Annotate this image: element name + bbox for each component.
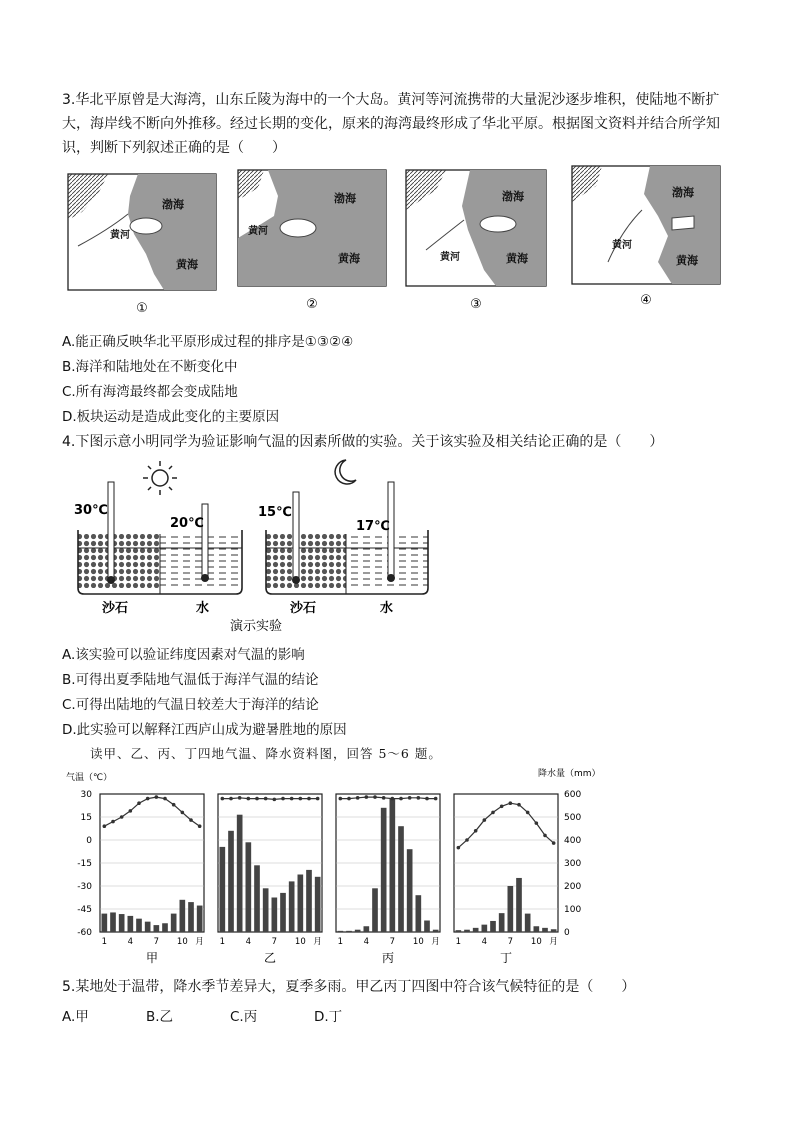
precip-bar [516, 878, 522, 932]
temp-point [247, 797, 251, 801]
map-3-bohai: 渤海 [502, 190, 524, 203]
experiment-caption: 演示实验 [230, 619, 283, 634]
month-tick: 7 [271, 937, 278, 947]
precip-bar [416, 895, 422, 932]
precip-tick: 200 [564, 882, 582, 892]
month-tick: 7 [153, 937, 160, 947]
q4-option-d[interactable]: D.此实验可以解释江西庐山成为避暑胜地的原因 [62, 722, 347, 738]
temp-point [221, 797, 225, 801]
precip-bar [220, 847, 226, 932]
q5-choice-c[interactable]: C.丙 [230, 1009, 258, 1025]
temp-point [373, 795, 377, 799]
precip-bar [254, 865, 260, 932]
month-tick: 10 [530, 937, 542, 947]
precip-bar [246, 842, 252, 932]
precip-tick: 600 [564, 790, 582, 800]
temp-point [417, 796, 421, 800]
temp-point [399, 797, 403, 801]
precip-bar [315, 877, 321, 932]
precip-bar [162, 923, 168, 932]
precip-bar [490, 921, 496, 932]
map-1-label: ① [136, 301, 148, 316]
temp-point [347, 797, 351, 801]
map-4-label: ④ [640, 293, 652, 308]
temp-point [189, 818, 193, 822]
month-tick: 7 [389, 937, 396, 947]
q4-option-b[interactable]: B.可得出夏季陆地气温低于海洋气温的结论 [62, 672, 319, 688]
month-tick: 4 [245, 937, 252, 947]
map-2-bohai: 渤海 [334, 192, 356, 205]
temp-axis-title: 气温（℃） [66, 773, 113, 783]
temp-point [535, 821, 539, 825]
temp-point [273, 798, 277, 802]
map-1 [68, 174, 216, 290]
precip-bar [398, 826, 404, 932]
temp-tick: 0 [86, 836, 92, 846]
precip-bar [456, 930, 462, 932]
precip-bar [128, 916, 134, 932]
precip-bar [464, 930, 470, 932]
map-1-huanghai: 黄海 [176, 258, 198, 271]
temp-point [491, 811, 495, 815]
map-3-huanghe: 黄河 [440, 252, 460, 263]
precip-bar [338, 931, 344, 932]
precip-bar [508, 886, 514, 932]
precip-bar [390, 799, 396, 932]
temp-point [172, 803, 176, 807]
night-water-temp: 17℃ [356, 519, 390, 534]
precip-tick: 100 [564, 905, 582, 915]
temp-point [281, 797, 285, 801]
precip-bar [289, 881, 295, 932]
temperature-experiment-diagram [62, 456, 482, 636]
precip-bar [424, 921, 430, 933]
day-sand-temp: 30℃ [74, 503, 108, 518]
month-tick: 10 [412, 937, 424, 947]
map-4-huanghe: 黄河 [612, 240, 632, 251]
temp-point [517, 803, 521, 807]
map-3-huanghai: 黄海 [506, 252, 528, 265]
climate-intro: 读甲、乙、丙、丁四地气温、降水资料图，回答 5～6 题。 [90, 746, 442, 761]
precip-bar [237, 815, 243, 932]
precip-bar [298, 875, 304, 933]
q3-option-d[interactable]: D.板块运动是造成此变化的主要原因 [62, 409, 280, 425]
temp-tick: -15 [77, 859, 92, 869]
temp-tick: 15 [80, 813, 92, 823]
temp-point [526, 811, 530, 815]
precip-bar [197, 906, 203, 932]
precip-bar [551, 929, 557, 932]
panel-name: 甲 [145, 951, 159, 965]
moon-icon [335, 460, 356, 484]
temp-point [181, 811, 185, 815]
q5-choice-a[interactable]: A.甲 [62, 1009, 89, 1025]
night-sand-label: 沙石 [290, 601, 317, 616]
temp-point [483, 818, 487, 822]
precip-bar [433, 930, 439, 932]
temp-point [543, 834, 547, 838]
precip-bar [407, 849, 413, 932]
precip-bar [372, 888, 378, 932]
temp-point [198, 824, 202, 828]
precip-bar [346, 931, 352, 932]
temp-point [500, 804, 504, 808]
panel-name: 丙 [381, 951, 395, 965]
month-tick: 1 [455, 937, 462, 947]
map-4-huanghai: 黄海 [676, 254, 698, 267]
north-china-plain-maps [68, 166, 728, 314]
temp-point [552, 841, 556, 845]
temp-point [146, 797, 150, 801]
temp-tick: 30 [80, 790, 92, 800]
temp-point [356, 796, 360, 800]
month-tick: 1 [219, 937, 226, 947]
q4-option-a[interactable]: A.该实验可以验证纬度因素对气温的影响 [62, 647, 305, 663]
temp-point [290, 797, 294, 801]
temp-point [339, 797, 343, 801]
day-water-temp: 20℃ [170, 516, 204, 531]
sun-icon [143, 461, 177, 495]
month-tick: 10 [294, 937, 306, 947]
climate-charts [62, 766, 601, 968]
temp-point [299, 797, 303, 801]
temp-point [408, 796, 412, 800]
month-tick: 1 [337, 937, 344, 947]
temp-point [465, 838, 469, 842]
temp-point [111, 820, 115, 824]
map-3 [406, 170, 546, 286]
temp-point [474, 829, 478, 833]
panel-name: 乙 [263, 951, 277, 965]
precip-bar [306, 870, 312, 932]
precip-bar [145, 922, 151, 932]
temp-point [391, 797, 395, 801]
temp-point [255, 797, 259, 801]
precip-bar [534, 926, 540, 932]
temp-point [425, 797, 429, 801]
temp-tick: -30 [77, 882, 92, 892]
precip-tick: 500 [564, 813, 582, 823]
map-3-label: ③ [470, 297, 482, 312]
month-tick: 7 [507, 937, 514, 947]
temp-point [155, 795, 159, 799]
temp-point [457, 846, 461, 850]
map-2-label: ② [306, 297, 318, 312]
temp-point [434, 797, 438, 801]
month-unit: 月 [195, 937, 204, 947]
month-tick: 4 [127, 937, 134, 947]
panel-name: 丁 [499, 951, 513, 965]
precip-bar [272, 898, 278, 933]
precip-bar [171, 914, 177, 932]
question-4-stem: 4.下图示意小明同学为验证影响气温的因素所做的实验。关于该实验及相关结论正确的是（ ） [62, 434, 664, 450]
precip-bar [102, 914, 108, 932]
night-container [266, 482, 428, 594]
q3-option-c[interactable]: C.所有海湾最终都会变成陆地 [62, 384, 238, 400]
map-2-huanghai: 黄海 [338, 252, 360, 265]
night-sand-temp: 15℃ [258, 505, 292, 520]
precip-bar [228, 831, 234, 932]
precip-bar [355, 930, 361, 932]
precip-bar [188, 902, 194, 932]
month-tick: 4 [363, 937, 370, 947]
precip-axis-title: 降水量（mm） [538, 769, 601, 779]
precip-bar [482, 925, 488, 932]
day-container [78, 482, 242, 594]
precip-bar [136, 919, 142, 932]
precip-bar [280, 893, 286, 932]
q3-option-a[interactable]: A.能正确反映华北平原形成过程的排序是①③②④ [62, 334, 354, 350]
precip-bar [110, 912, 116, 932]
precip-tick: 300 [564, 859, 582, 869]
month-unit: 月 [431, 937, 440, 947]
map-4-bohai: 渤海 [672, 186, 694, 199]
month-tick: 1 [101, 937, 108, 947]
day-water-label: 水 [196, 601, 210, 616]
temp-point [509, 801, 513, 805]
precip-bar [499, 913, 505, 932]
day-sand-label: 沙石 [102, 601, 129, 616]
temp-point [316, 797, 320, 801]
q3-option-b[interactable]: B.海洋和陆地处在不断变化中 [62, 359, 238, 375]
q5-choice-d[interactable]: D.丁 [314, 1009, 343, 1025]
temp-point [229, 797, 233, 801]
q4-option-c[interactable]: C.可得出陆地的气温日较差大于海洋的结论 [62, 697, 319, 713]
temp-point [264, 797, 268, 801]
precip-bar [119, 914, 125, 932]
temp-point [129, 809, 133, 813]
precip-tick: 0 [564, 928, 570, 938]
temp-point [307, 797, 311, 801]
map-2-huanghe: 黄河 [248, 226, 268, 237]
precip-bar [473, 928, 479, 932]
temp-point [382, 796, 386, 800]
precip-tick: 400 [564, 836, 582, 846]
temp-tick: -45 [77, 905, 92, 915]
temp-point [120, 815, 124, 819]
temp-tick: -60 [77, 928, 92, 938]
temp-point [365, 795, 369, 799]
precip-bar [525, 914, 531, 932]
night-water-label: 水 [380, 601, 394, 616]
precip-bar [381, 808, 387, 932]
temp-point [238, 796, 242, 800]
month-unit: 月 [313, 937, 322, 947]
temp-point [137, 801, 141, 805]
month-tick: 4 [481, 937, 488, 947]
map-1-bohai: 渤海 [162, 198, 184, 211]
month-tick: 10 [176, 937, 188, 947]
map-2 [238, 170, 386, 286]
map-4 [572, 166, 720, 284]
temp-point [163, 797, 167, 801]
month-unit: 月 [549, 937, 558, 947]
precip-bar [364, 926, 370, 932]
question-5-stem: 5.某地处于温带，降水季节差异大，夏季多雨。甲乙丙丁四图中符合该气候特征的是（ ） [62, 979, 636, 995]
precip-bar [542, 928, 548, 932]
question-3-stem: 3.华北平原曾是大海湾，山东丘陵为海中的一个大岛。黄河等河流携带的大量泥沙逐步堆积，使陆地不断扩大，海岸线不断向外推移。经过长期的变化，原来的海湾最终形成了华北平原。根据图文资料并结合所学知识，判断下列叙述正确的是（ ） [62, 92, 720, 156]
precip-bar [180, 900, 186, 932]
map-1-huanghe: 黄河 [110, 230, 130, 241]
q5-choice-b[interactable]: B.乙 [146, 1009, 174, 1025]
precip-bar [154, 925, 160, 932]
precip-bar [263, 888, 269, 932]
temp-point [103, 824, 107, 828]
